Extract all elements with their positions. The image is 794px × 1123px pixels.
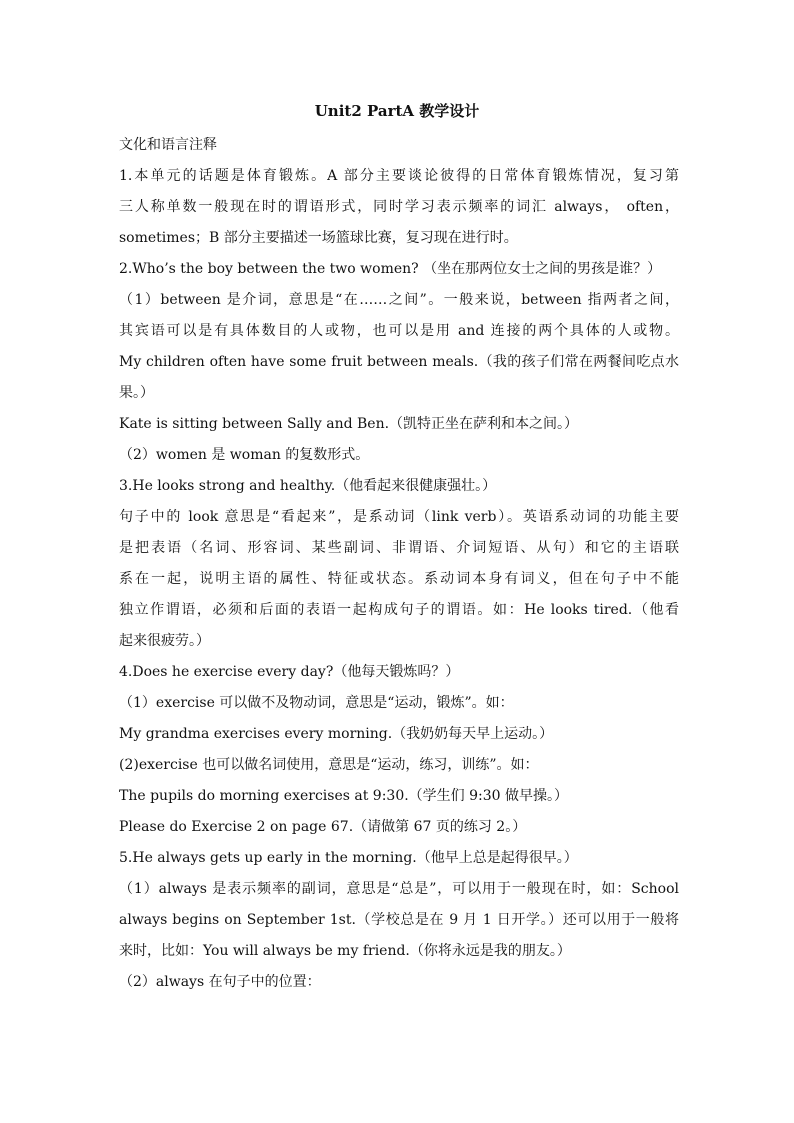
document-body (119, 130, 679, 998)
paragraph-line: 2.Who’s the boy between the two women? （坐在那两位女士之间的男孩是谁？） (119, 261, 662, 277)
paragraph-line: （1）exercise 可以做不及物动词，意思是“运动，锻炼”。如： (119, 695, 514, 711)
paragraph-line: 起来很疲劳。） (119, 633, 210, 649)
paragraph-line: always begins on September 1st.（学校总是在 9 月 1 日开学。）还可以用于一般将 (119, 912, 679, 928)
paragraph-line: 其宾语可以是有具体数目的人或物，也可以是用 and 连接的两个具体的人或物。 (119, 323, 679, 339)
paragraph-line: 是把表语（名词、形容词、某些副词、非谓语、介词短语、从句）和它的主语联 (119, 540, 679, 556)
paragraph-line: 独立作谓语，必须和后面的表语一起构成句子的谓语。如：He looks tired.（他看 (119, 602, 679, 618)
paragraph-line: Please do Exercise 2 on page 67.（请做第 67 页的练习 2。） (119, 819, 527, 835)
paragraph-line: 果。） (119, 385, 154, 401)
paragraph-line: 3.He looks strong and healthy.（他看起来很健康强壮。） (119, 478, 497, 494)
paragraph-line: （2）women 是 woman 的复数形式。 (119, 447, 370, 463)
document-title: Unit2 PartA 教学设计 (314, 102, 480, 120)
paragraph-line: 句子中的 look 意思是“看起来”，是系动词（link verb）。英语系动词的功能主要 (119, 509, 679, 525)
paragraph-line: The pupils do morning exercises at 9:30.（学生们 9:30 做早操。） (119, 788, 569, 804)
paragraph-line: （1）always 是表示频率的副词，意思是“总是”，可以用于一般现在时，如：School (119, 881, 679, 897)
section-heading: 文化和语言注释 (119, 137, 217, 153)
paragraph-line: 1.本单元的话题是体育锻炼。A 部分主要谈论彼得的日常体育锻炼情况，复习第 (119, 168, 679, 184)
paragraph-line: (2)exercise 也可以做名词使用，意思是“运动，练习，训练”。如： (119, 757, 539, 773)
paragraph-line: （2）always 在句子中的位置： (119, 974, 321, 990)
paragraph-line: 5.He always gets up early in the morning.（他早上总是起得很早。） (119, 850, 578, 866)
paragraph-line: 系在一起，说明主语的属性、特征或状态。系动词本身有词义，但在句子中不能 (119, 571, 679, 587)
paragraph-line: sometimes；B 部分主要描述一场篮球比赛，复习现在进行时。 (119, 230, 518, 246)
paragraph-line: 来时，比如：You will always be my friend.（你将永远是我的朋友。） (119, 943, 571, 959)
paragraph-line: Kate is sitting between Sally and Ben.（凯特正坐在萨利和本之间。） (119, 416, 579, 432)
paragraph-line: My grandma exercises every morning.（我奶奶每天早上运动。） (119, 726, 554, 742)
paragraph-line: 三人称单数一般现在时的谓语形式，同时学习表示频率的词汇 always， often， (119, 199, 679, 215)
paragraph-line: （1）between 是介词，意思是“在……之间”。一般来说，between 指两者之间， (119, 292, 679, 308)
paragraph-line: My children often have some fruit between meals.（我的孩子们常在两餐间吃点水 (119, 354, 679, 370)
paragraph-line: 4.Does he exercise every day?（他每天锻炼吗？） (119, 664, 460, 680)
